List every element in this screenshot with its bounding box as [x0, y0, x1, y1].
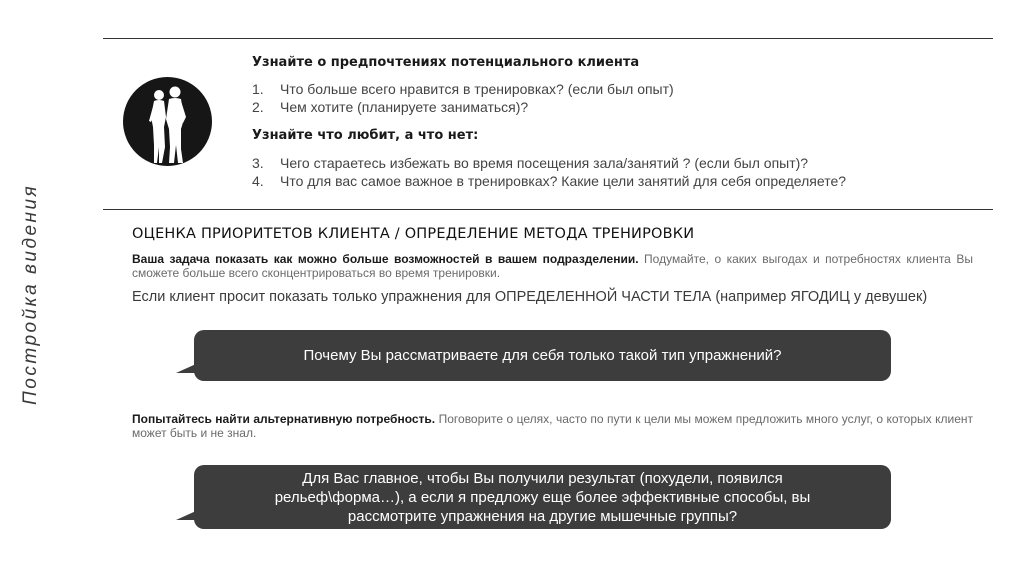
alternative-paragraph: [132, 412, 973, 440]
likes-heading: Узнайте что любит, а что нет:: [252, 128, 479, 143]
sidebar-title: Постройка видения: [20, 183, 41, 405]
bubble-tail: [176, 511, 196, 520]
task-bold: Ваша задача показать как можно больше возможностей в вашем подразделении.: [132, 252, 639, 266]
question-text: Почему Вы рассматриваете для себя только такой тип упражнений?: [303, 347, 782, 364]
preferences-list: [252, 80, 674, 116]
suggestion-bubble: [194, 465, 891, 529]
task-text: Подумайте, о каких выгодах и потребностях клиента Вы сможете больше всего сконцентрироваться во время тренировки.: [132, 252, 973, 280]
body-part-note: Если клиент просит показать только упражнения для ОПРЕДЕЛЕННОЙ ЧАСТИ ТЕЛА (например ЯГОДИЦ у девушек): [132, 289, 928, 305]
likes-list: [252, 154, 846, 190]
middle-divider: [103, 209, 993, 210]
task-paragraph: [132, 252, 973, 280]
question-bubble: [194, 330, 891, 381]
alternative-bold: Попытайтесь найти альтернативную потребность.: [132, 412, 436, 426]
suggestion-text: Для Вас главное, чтобы Вы получили результат (похудели, появился рельеф\форма…), а если я предложу еще более эффективные способы, вы рассмотрите упражнения на другие мышечные группы?: [274, 469, 811, 525]
preferences-heading: Узнайте о предпочтениях потенциального клиента: [252, 55, 640, 70]
bubble-tail: [176, 364, 196, 373]
list-item: 1. Что больше всего нравится в тренировках? (если был опыт): [252, 81, 674, 97]
people-silhouette-icon: [123, 77, 212, 166]
alternative-text: Поговорите о целях, часто по пути к цели мы можем предложить много услуг, о которых клиент может быть и не знал.: [132, 412, 973, 440]
list-item: 3. Чего стараетесь избежать во время посещения зала/занятий ? (если был опыт)?: [252, 155, 809, 171]
top-divider: [103, 38, 993, 39]
list-item: 2. Чем хотите (планируете заниматься)?: [252, 99, 529, 115]
list-item: 4. Что для вас самое важное в тренировках? Какие цели занятий для себя определяете?: [252, 173, 847, 189]
section-title: ОЦЕНКА ПРИОРИТЕТОВ КЛИЕНТА / ОПРЕДЕЛЕНИЕ МЕТОДА ТРЕНИРОВКИ: [132, 226, 695, 242]
